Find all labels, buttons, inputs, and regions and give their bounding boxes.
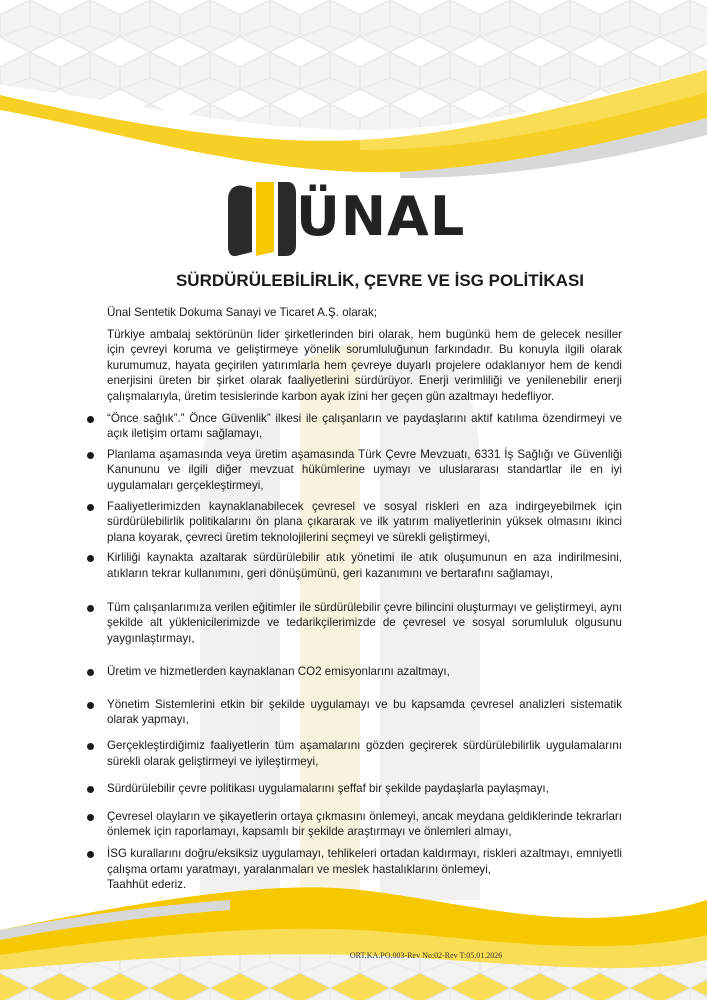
document-body	[107, 305, 622, 899]
policy-item: Yönetim Sistemlerini etkin bir şekilde uygulamayı ve bu kapsamda çevresel analizleri sistematik olarak yapmayı,	[107, 697, 622, 727]
policy-list	[107, 411, 622, 878]
brand-wordmark: ÜNAL	[296, 185, 466, 248]
closing-statement: Taahhüt ederiz.	[107, 878, 187, 892]
policy-item: Tüm çalışanlarımıza verilen eğitimler ile sürdürülebilir çevre bilincini oluşturmayı ve geliştirmeyi, aynı şekilde alt yüklenicilerimizde ve tedarikçilerimizde de çevresel ve sosyal sorumluluk olgusunu yaygınlaştırmayı,	[107, 600, 622, 645]
company-line: Ünal Sentetik Dokuma Sanayi ve Ticaret A.Ş. olarak;	[107, 306, 378, 319]
policy-item: Çevresel olayların ve şikayetlerin ortaya çıkmasını önlemeyi, ancak meydana geldiklerinde tekrarları önlemek için raporlamayı, kapsamlı bir şekilde araştırmayı ve önlemleri almayı,	[107, 809, 622, 839]
policy-item: İSG kurallarını doğru/eksiksiz uygulamayı, tehlikeleri ortadan kaldırmayı, riskleri azaltmayı, emniyetli çalışma ortamı yaratmayı, yaralanmaları ve meslek hastalıklarını önlemeyi,	[107, 847, 622, 876]
policy-item: Planlama aşamasında veya üretim aşamasında Türk Çevre Mevzuatı, 6331 İş Sağlığı ve Güvenliği Kanununu ve ilgili diğer mevzuat hükümlerine uymayı ve uluslararası standartlar ile en iyi uygulamaları gerçekleştirmeyi,	[107, 447, 622, 492]
policy-item: “Önce sağlık”.” Önce Güvenlik” ilkesi ile çalışanların ve paydaşlarını aktif katılıma özendirmeyi ve açık iletişim ortamı sağlamayı,	[107, 411, 622, 441]
policy-item: Faaliyetlerimizden kaynaklanabilecek çevresel ve sosyal riskleri en aza indirgeyebilmek için sürdürülebilirlik politikalarını ön plana çıkararak ve ilk yatırım maliyetlerinin yüksek olmasını ikinci plana koyarak, çevreci üretim teknolojilerini seçmeyi ve sürekli geliştirmeyi,	[107, 499, 622, 544]
intro-paragraph: Türkiye ambalaj sektörünün lider şirketlerinden biri olarak, hem bugünkü hem de gelecek nesiller için çevreyi koruma ve geliştirmeye yönelik sorumluluğunun farkındadır. Bu konuyla ilgili olarak kurumumuz, hayata geçirilen yatırımlarla hem çevreye duyarlı projelere odaklanıyor hem de kendi enerjisini üreten bir şirket olarak faaliyetlerini sürdürüyor. Enerji verimliliği ve yenilenebilir enerji çalışmalarıyla, üretim tesislerinde karbon ayak izini her geçen gün azaltmayı hedefliyor.	[107, 327, 622, 403]
policy-item: Gerçekleştirdiğimiz faaliyetlerin tüm aşamalarını gözden geçirerek sürdürülebilirlik uygulamalarını sürekli olarak geliştirmeyi ve iyileştirmeyi,	[107, 739, 622, 768]
policy-item: Kirliliği kaynakta azaltarak sürdürülebilir atık yönetimi ile atık oluşumunun en aza indirilmesini, atıkların tekrar kullanımını, geri dönüşümünü, geri kazanımını ve bertarafını sağlamayı,	[107, 551, 622, 580]
policy-item: Sürdürülebilir çevre politikası uygulamalarını şeffaf bir şekilde paydaşlarla paylaşmayı,	[107, 781, 622, 797]
policy-item: Üretim ve hizmetlerden kaynaklanan CO2 emisyonlarını azaltmayı,	[107, 664, 622, 680]
document-title: SÜRDÜRÜLEBİLİRLİK, ÇEVRE VE İSG POLİTİKASI	[175, 271, 585, 290]
document-code: ORT.KA.PO.003-Rev No:02-Rev T:05.01.2026	[349, 951, 503, 960]
